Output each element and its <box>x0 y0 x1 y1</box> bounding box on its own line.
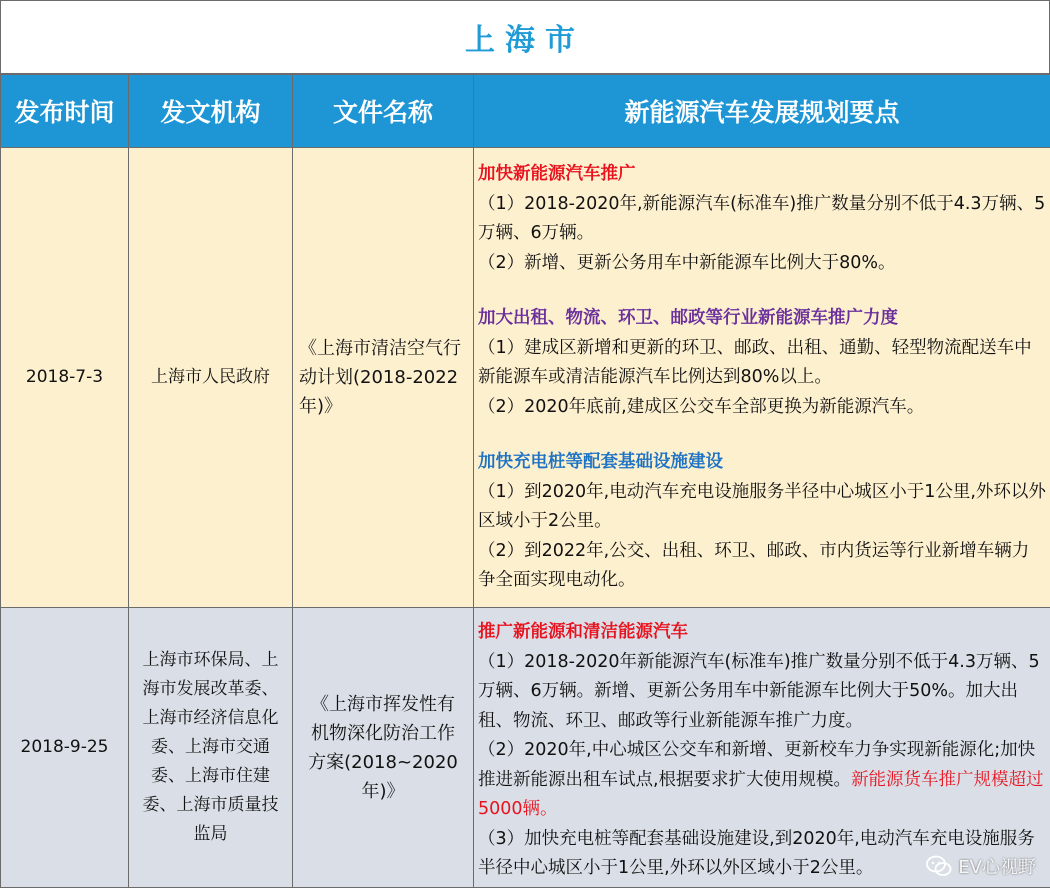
header-agency: 发文机构 <box>129 75 293 148</box>
header-row <box>1 75 1050 148</box>
row1-section-3 <box>478 448 1046 596</box>
row2-date: 2018-9-25 <box>1 608 129 888</box>
policy-table <box>0 74 1050 888</box>
row1-date: 2018-7-3 <box>1 148 129 608</box>
table-title: 上海市 <box>465 15 585 59</box>
row2-item-2-highlight: 新能源货车推广规模超过5000辆。 <box>478 770 1044 820</box>
row1-section-1-item-1: （1）2018-2020年,新能源汽车(标准车)推广数量分别不低于4.3万辆、5万辆、6万辆。 <box>478 190 1046 249</box>
row1-section-2-title: 加大出租、物流、环卫、邮政等行业新能源车推广力度 <box>478 304 1046 334</box>
row1-document: 《上海市清洁空气行动计划(2018-2022年)》 <box>293 148 474 608</box>
table-row <box>1 608 1050 888</box>
row1-agency: 上海市人民政府 <box>129 148 293 608</box>
row1-key-points <box>474 148 1050 608</box>
row1-section-2-item-2: （2）2020年底前,建成区公交车全部更换为新能源汽车。 <box>478 393 1046 423</box>
row2-agency: 上海市环保局、上海市发展改革委、上海市经济信息化委、上海市交通委、上海市住建委、上海市质量技监局 <box>129 608 293 888</box>
row1-section-3-item-2: （2）到2022年,公交、出租、环卫、邮政、市内货运等行业新增车辆力争全面实现电动化。 <box>478 537 1046 596</box>
row1-section-1-item-2: （2）新增、更新公务用车中新能源车比例大于80%。 <box>478 249 1046 279</box>
header-document: 文件名称 <box>293 75 474 148</box>
row2-item-2 <box>478 736 1046 825</box>
header-key-points: 新能源汽车发展规划要点 <box>474 75 1050 148</box>
table-row <box>1 148 1050 608</box>
row2-item-3: （3）加快充电桩等配套基础设施建设,到2020年,电动汽车充电设施服务半径中心城区小于1公里,外环以外区域小于2公里。 <box>478 825 1046 884</box>
row2-item-1: （1）2018-2020年新能源汽车(标准车)推广数量分别不低于4.3万辆、5万辆、6万辆。新增、更新公务用车中新能源车比例大于50%。加大出租、物流、环卫、邮政等行业新能源车推广力度。 <box>478 648 1046 737</box>
row1-section-3-title: 加快充电桩等配套基础设施建设 <box>478 448 1046 478</box>
row1-section-1 <box>478 160 1046 278</box>
wechat-icon <box>926 855 952 877</box>
row1-section-2 <box>478 304 1046 422</box>
row2-key-points <box>474 608 1050 888</box>
table-title-row <box>0 0 1050 74</box>
watermark <box>926 853 1036 879</box>
row1-section-1-title: 加快新能源汽车推广 <box>478 160 1046 190</box>
row2-item-2-text: （2）2020年,中心城区公交车和新增、更新校车力争实现新能源化;加快推进新能源出租车试点,根据要求扩大使用规模。 <box>478 740 1035 790</box>
row1-section-2-item-1: （1）建成区新增和更新的环卫、邮政、出租、通勤、轻型物流配送车中新能源车或清洁能源汽车比例达到80%以上。 <box>478 334 1046 393</box>
watermark-text: EV心视野 <box>958 853 1036 879</box>
row2-document: 《上海市挥发性有机物深化防治工作方案(2018~2020年)》 <box>293 608 474 888</box>
header-date: 发布时间 <box>1 75 129 148</box>
row1-section-3-item-1: （1）到2020年,电动汽车充电设施服务半径中心城区小于1公里,外环以外区域小于2公里。 <box>478 478 1046 537</box>
row2-section-title: 推广新能源和清洁能源汽车 <box>478 618 1046 648</box>
